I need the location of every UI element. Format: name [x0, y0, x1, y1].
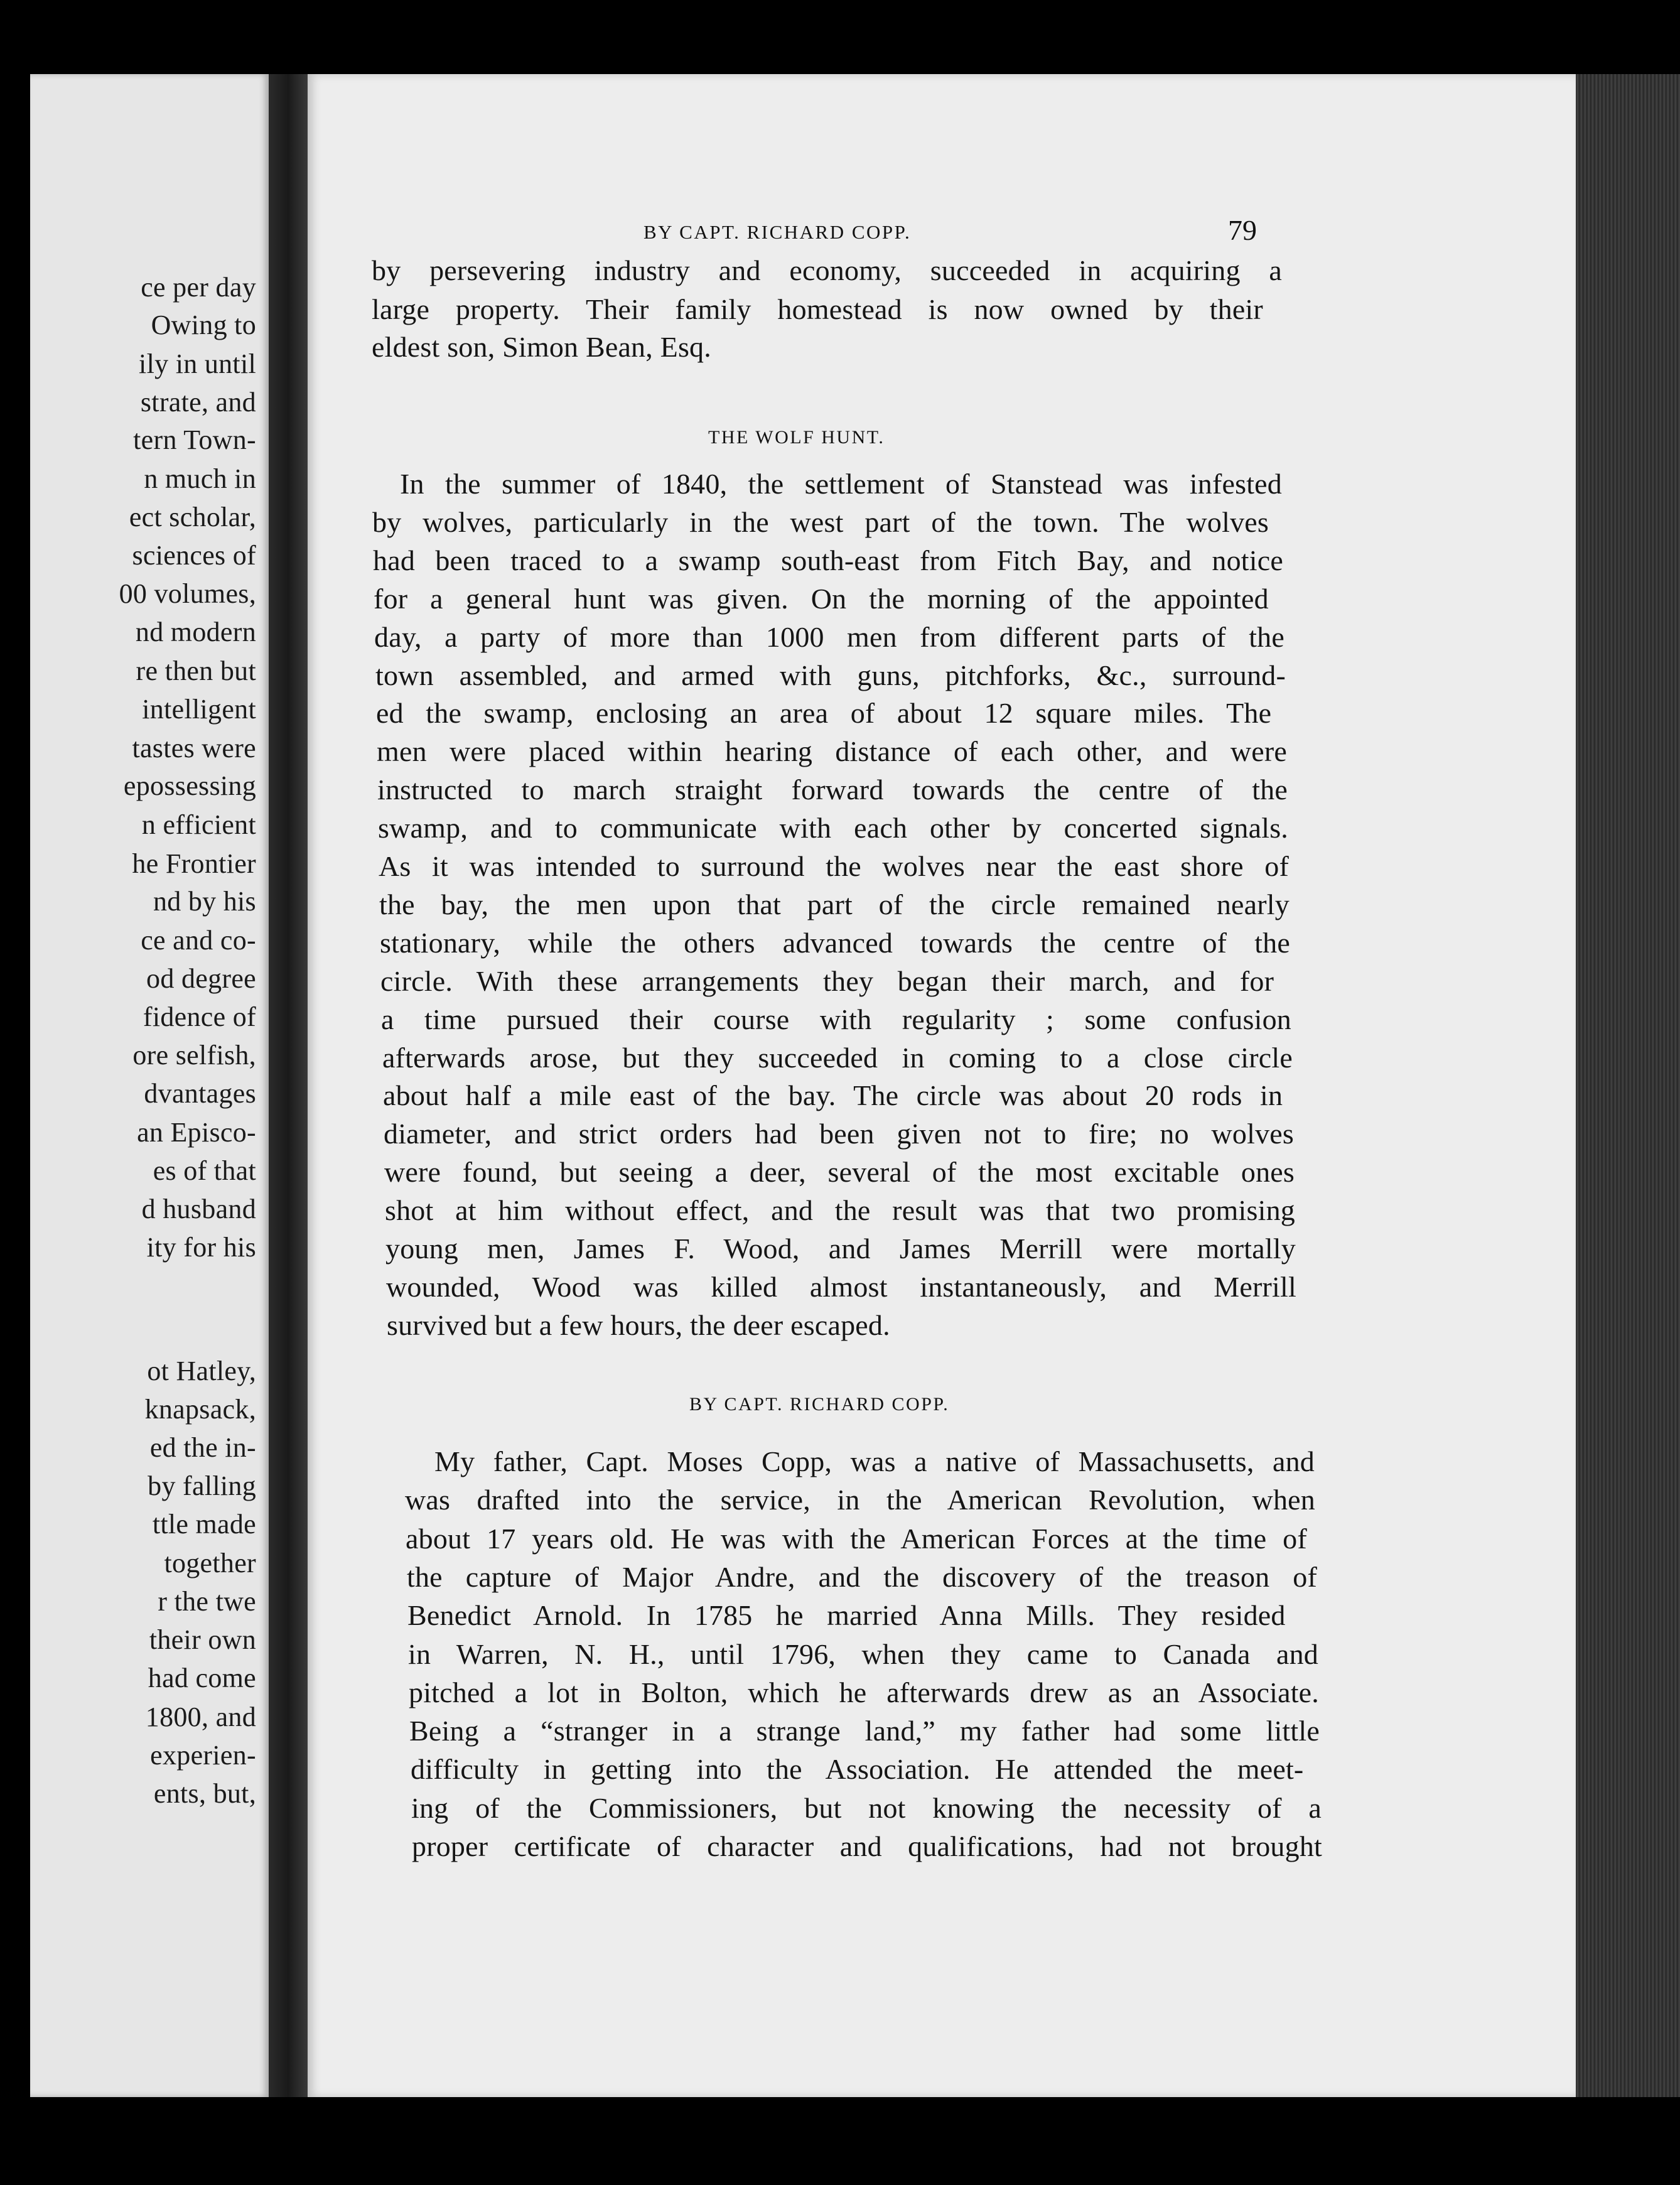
copp-line: Benedict Arnold. In 1785 he married Anna Mills. They resided	[407, 1599, 1286, 1631]
left-page-line: he Frontier	[132, 848, 256, 879]
page-number: 79	[1228, 214, 1257, 246]
wolf-hunt-line: As it was intended to surround the wolves near the east shore of	[379, 850, 1289, 882]
left-page-line: tastes were	[132, 733, 256, 763]
left-page-line: ity for his	[146, 1232, 256, 1263]
wolf-hunt-line: ed the swamp, enclosing an area of about 12 square miles. The	[376, 697, 1272, 729]
left-page-line: their own	[149, 1624, 256, 1655]
intro-line: by persevering industry and economy, succeeded in acquiring a	[372, 254, 1282, 286]
intro-line: large property. Their family homestead is now owned by their	[372, 293, 1263, 325]
running-header-title: BY CAPT. RICHARD COPP.	[643, 221, 912, 243]
book-edge	[1576, 74, 1680, 2097]
left-page-line: ect scholar,	[129, 502, 256, 532]
left-page-line: ce per day	[141, 272, 256, 303]
copp-line: Being a “stranger in a strange land,” my father had some little	[409, 1715, 1320, 1747]
left-page-line: fidence of	[143, 1001, 256, 1032]
left-page-line: ce and co-	[141, 925, 256, 956]
left-page-line: by falling	[148, 1470, 256, 1501]
left-page-line: ttle made	[152, 1509, 256, 1540]
wolf-hunt-line: day, a party of more than 1000 men from different parts of the	[374, 621, 1284, 653]
left-page-line: knapsack,	[144, 1394, 256, 1425]
wolf-hunt-line: In the summer of 1840, the settlement of Stanstead was infested	[400, 468, 1282, 500]
wolf-hunt-line: had been traced to a swamp south-east from Fitch Bay, and notice	[373, 544, 1283, 576]
left-page-line: Owing to	[151, 310, 256, 340]
wolf-hunt-line: were found, but seeing a deer, several of the most excitable ones	[384, 1156, 1295, 1188]
wolf-hunt-line: wounded, Wood was killed almost instantaneously, and Merrill	[386, 1271, 1296, 1303]
wolf-hunt-line: for a general hunt was given. On the morning of the appointed	[374, 583, 1269, 615]
section-heading-copp: BY CAPT. RICHARD COPP.	[689, 1394, 950, 1415]
wolf-hunt-line: instructed to march straight forward towards the centre of the	[377, 774, 1288, 806]
left-page-line: an Episco-	[137, 1117, 256, 1148]
copp-line: ing of the Commissioners, but not knowing the necessity of a	[411, 1792, 1322, 1824]
left-page-line: nd modern	[135, 617, 256, 647]
left-page-line: epossessing	[123, 770, 256, 801]
left-page-line: ed the in-	[149, 1432, 256, 1463]
left-page-line: od degree	[146, 963, 256, 994]
wolf-hunt-line: the bay, the men upon that part of the circle remained nearly	[379, 888, 1290, 920]
left-page-line: nd by his	[153, 886, 256, 917]
wolf-hunt-line: by wolves, particularly in the west part of the town. The wolves	[372, 506, 1269, 538]
left-page-line: experien-	[150, 1740, 256, 1771]
left-page-line: es of that	[153, 1155, 256, 1186]
left-page-line: had come	[148, 1663, 256, 1693]
left-page-line: r the twe	[158, 1586, 256, 1617]
previous-page-strip	[30, 74, 269, 2097]
wolf-hunt-line: stationary, while the others advanced towards the centre of the	[380, 927, 1290, 959]
copp-line: difficulty in getting into the Association. He attended the meet-	[411, 1753, 1304, 1785]
wolf-hunt-line: town assembled, and armed with guns, pitchforks, &c., surround-	[375, 659, 1286, 691]
left-page-line: d husband	[141, 1194, 256, 1224]
copp-line: My father, Capt. Moses Copp, was a native of Massachusetts, and	[434, 1445, 1315, 1477]
wolf-hunt-line: survived but a few hours, the deer escaped.	[387, 1309, 890, 1341]
left-page-line: ot Hatley,	[147, 1356, 256, 1386]
copp-line: about 17 years old. He was with the American Forces at the time of	[406, 1523, 1307, 1555]
wolf-hunt-line: shot at him without effect, and the result was that two promising	[385, 1194, 1295, 1226]
copp-line: proper certificate of character and qualifications, had not brought	[412, 1830, 1322, 1862]
left-page-line: together	[164, 1548, 256, 1578]
left-page-line: 00 volumes,	[119, 578, 256, 609]
left-page-line: strate, and	[140, 387, 256, 418]
left-page-line: tern Town-	[133, 424, 256, 455]
section-heading-wolf-hunt: THE WOLF HUNT.	[708, 427, 885, 448]
left-page-line: n efficient	[141, 809, 256, 840]
left-page-line: ily in until	[139, 348, 256, 379]
copp-line: pitched a lot in Bolton, which he afterwards drew as an Associate.	[409, 1676, 1319, 1708]
left-page-line: dvantages	[144, 1078, 256, 1109]
left-page-line: n much in	[144, 463, 256, 494]
wolf-hunt-line: men were placed within hearing distance of each other, and were	[377, 735, 1287, 767]
left-page-line: ore selfish,	[132, 1040, 256, 1071]
wolf-hunt-line: young men, James F. Wood, and James Merrill were mortally	[385, 1233, 1296, 1265]
left-page-line: re then but	[136, 656, 256, 686]
left-page-line: ents, but,	[153, 1778, 256, 1809]
left-page-line: sciences of	[132, 540, 256, 571]
wolf-hunt-line: circle. With these arrangements they began their march, and for	[380, 965, 1274, 997]
copp-line: was drafted into the service, in the American Revolution, when	[405, 1484, 1315, 1516]
wolf-hunt-line: afterwards arose, but they succeeded in coming to a close circle	[382, 1042, 1293, 1074]
wolf-hunt-line: about half a mile east of the bay. The circle was about 20 rods in	[383, 1079, 1283, 1111]
left-page-line: 1800, and	[145, 1702, 256, 1732]
intro-line: eldest son, Simon Bean, Esq.	[372, 331, 711, 363]
wolf-hunt-line: swamp, and to communicate with each other by concerted signals.	[378, 812, 1288, 844]
book-gutter	[269, 74, 308, 2097]
left-page-line: intelligent	[142, 694, 256, 725]
copp-line: the capture of Major Andre, and the discovery of the treason of	[407, 1561, 1317, 1593]
wolf-hunt-line: diameter, and strict orders had been given not to fire; no wolves	[384, 1118, 1294, 1150]
copp-line: in Warren, N. H., until 1796, when they came to Canada and	[408, 1638, 1318, 1670]
wolf-hunt-line: a time pursued their course with regularity ; some confusion	[381, 1003, 1291, 1035]
